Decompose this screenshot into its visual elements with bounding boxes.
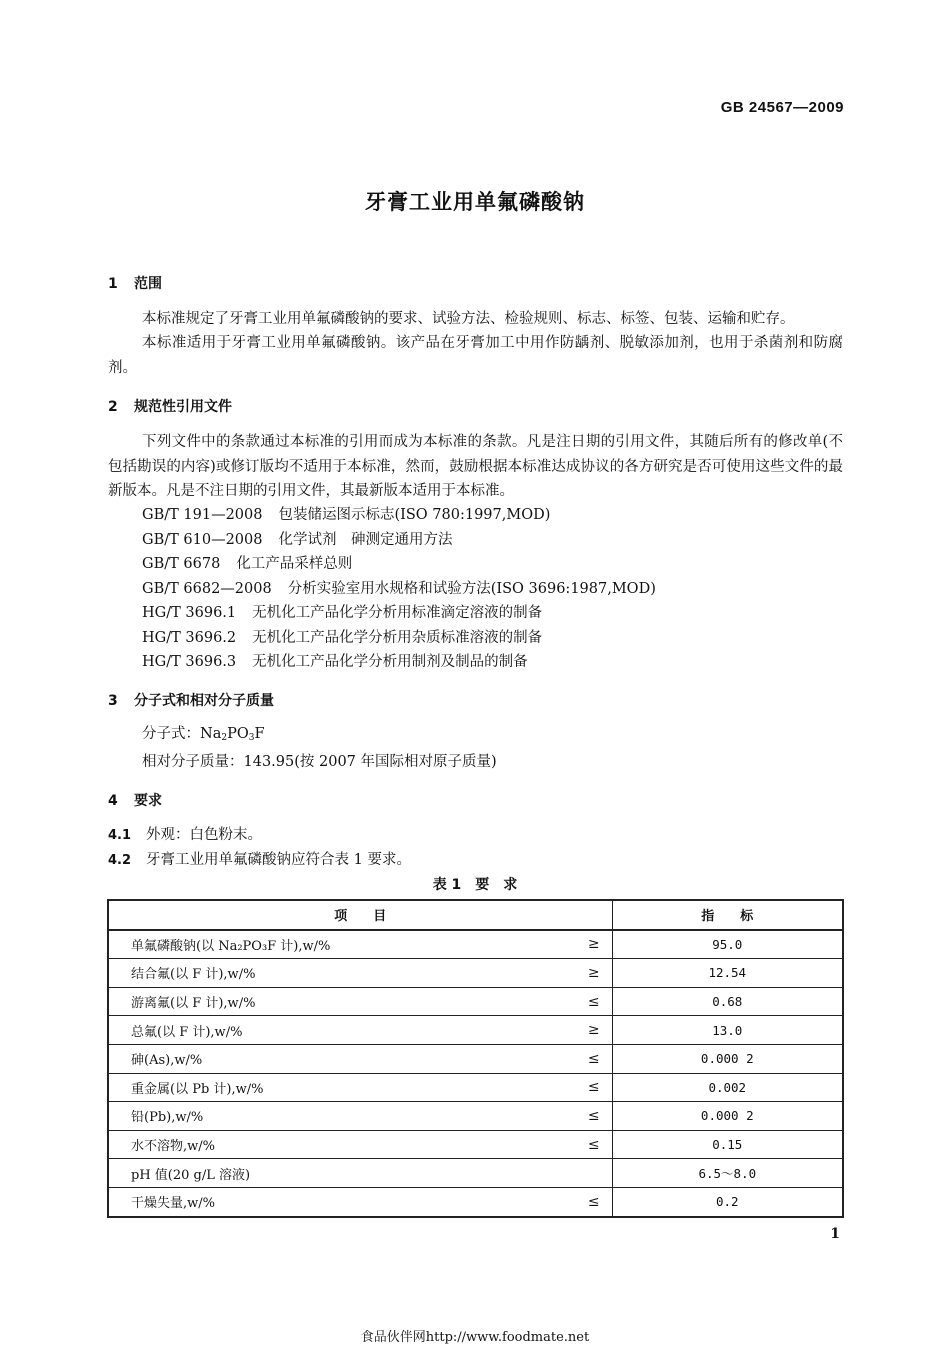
reference-code: HG/T 3696.1 [142,605,237,621]
section-title: 要求 [134,793,162,809]
clause-number: 4.2 [108,853,132,868]
section-number: 3 [108,693,118,709]
reference-code: HG/T 3696.2 [142,630,237,646]
section-1-para-2: 本标准适用于牙膏工业用单氟磷酸钠。该产品在牙膏加工中用作防龋剂、脱敏添加剂，也用于杀菌剂和防腐剂。 [108,335,843,376]
page-number: 1 [830,1226,840,1242]
value-cell: 13.0 [612,1016,843,1045]
column-header-item: 项 目 [108,900,612,930]
formula-po: PO [227,726,249,742]
value-cell: 0.000 2 [612,1102,843,1131]
table-caption: 表 1 要 求 [432,877,518,893]
item-cell: 干燥失量,w/% [108,1187,576,1216]
operator-cell: ≤ [576,1130,612,1159]
reference-item [142,650,528,671]
reference-title: 无机化工产品化学分析用标准滴定溶液的制备 [252,605,543,621]
item-cell: 重金属(以 Pb 计),w/% [108,1073,576,1102]
molecular-formula [142,722,265,743]
reference-title: 无机化工产品化学分析用杂质标准溶液的制备 [252,630,543,646]
reference-title: 化工产品采样总则 [236,556,353,572]
section-number: 1 [108,276,118,292]
operator-cell: ≤ [576,1187,612,1216]
formula-na-subscript: 2 [221,733,228,743]
item-cell: 水不溶物,w/% [108,1130,576,1159]
operator-cell: ≤ [576,1102,612,1131]
item-cell: 单氟磷酸钠(以 Na₂PO₃F 计),w/% [108,930,576,959]
value-cell: 12.54 [612,959,843,988]
formula-label: 分子式： [142,726,200,742]
reference-code: GB/T 6678 [142,556,221,572]
table-row [108,1016,843,1045]
document-title: 牙膏工业用单氟磷酸钠 [365,190,585,214]
standard-code: GB 24567—2009 [720,99,844,116]
table-row [108,1130,843,1159]
value-cell: 95.0 [612,930,843,959]
clause-text: 牙膏工业用单氟磷酸钠应符合表 1 要求。 [146,852,411,868]
value-cell: 0.15 [612,1130,843,1159]
reference-item [142,528,452,549]
reference-title: 包装储运图示标志(ISO 780:1997,MOD) [278,507,551,523]
reference-item [142,503,550,524]
formula-na: Na [200,726,222,742]
clause-4-2 [108,848,411,869]
table-row [108,1187,843,1216]
section-2-intro: 下列文件中的条款通过本标准的引用而成为本标准的条款。凡是注日期的引用文件，其随后所有的修改单(不包括勘误的内容)或修订版均不适用于本标准，然而，鼓励根据本标准达成协议的各方研究是否可使用这些文件的最新版本。凡是不注日期的引用文件，其最新版本适用于本标准。 [108,434,843,499]
value-cell: 0.000 2 [612,1044,843,1073]
section-2-heading [108,396,232,416]
value-cell: 0.68 [612,987,843,1016]
table-header-row [108,900,843,930]
item-cell: 结合氟(以 F 计),w/% [108,959,576,988]
value-cell: 0.2 [612,1187,843,1216]
section-3-heading [108,690,274,710]
operator-cell: ≤ [576,987,612,1016]
item-cell: 铅(Pb),w/% [108,1102,576,1131]
table-row [108,959,843,988]
table-row [108,1159,843,1188]
section-4-heading [108,790,162,810]
operator-cell: ≤ [576,1044,612,1073]
reference-title: 化学试剂 砷测定通用方法 [278,532,453,548]
reference-item [142,626,542,647]
operator-cell: ≥ [576,930,612,959]
value-cell: 0.002 [612,1073,843,1102]
table-row [108,930,843,959]
item-cell: pH 值(20 g/L 溶液) [108,1159,576,1188]
reference-item [142,552,352,573]
operator-cell [576,1159,612,1188]
section-1-heading [108,273,162,293]
column-header-value: 指 标 [612,900,843,930]
section-number: 2 [108,399,118,415]
item-cell: 砷(As),w/% [108,1044,576,1073]
operator-cell: ≥ [576,959,612,988]
reference-title: 分析实验室用水规格和试验方法(ISO 3696:1987,MOD) [287,581,656,597]
reference-code: GB/T 610—2008 [142,532,263,548]
table-row [108,1073,843,1102]
table-row [108,1044,843,1073]
section-1-para-1: 本标准规定了牙膏工业用单氟磷酸钠的要求、试验方法、检验规则、标志、标签、包装、运输和贮存。 [142,311,795,327]
formula-f: F [254,726,265,742]
clause-4-1 [108,823,262,844]
reference-code: GB/T 191—2008 [142,507,263,523]
item-cell: 总氟(以 F 计),w/% [108,1016,576,1045]
formula-po-subscript: 3 [248,733,255,743]
table-row [108,1102,843,1131]
molecular-mass: 相对分子质量：143.95(按 2007 年国际相对原子质量) [142,754,497,770]
item-cell: 游离氟(以 F 计),w/% [108,987,576,1016]
clause-text: 外观：白色粉末。 [146,827,262,843]
requirements-table [107,899,844,1218]
section-title: 规范性引用文件 [134,399,232,415]
reference-code: HG/T 3696.3 [142,654,237,670]
reference-item [142,601,542,622]
operator-cell: ≥ [576,1016,612,1045]
reference-item [142,577,656,598]
reference-title: 无机化工产品化学分析用制剂及制品的制备 [252,654,528,670]
operator-cell: ≤ [576,1073,612,1102]
section-number: 4 [108,793,118,809]
clause-number: 4.1 [108,828,132,843]
section-title: 范围 [134,276,162,292]
table-row [108,987,843,1016]
reference-code: GB/T 6682—2008 [142,581,272,597]
value-cell: 6.5～8.0 [612,1159,843,1188]
section-title: 分子式和相对分子质量 [134,693,274,709]
footer-watermark: 食品伙伴网http://www.foodmate.net [360,1330,590,1345]
